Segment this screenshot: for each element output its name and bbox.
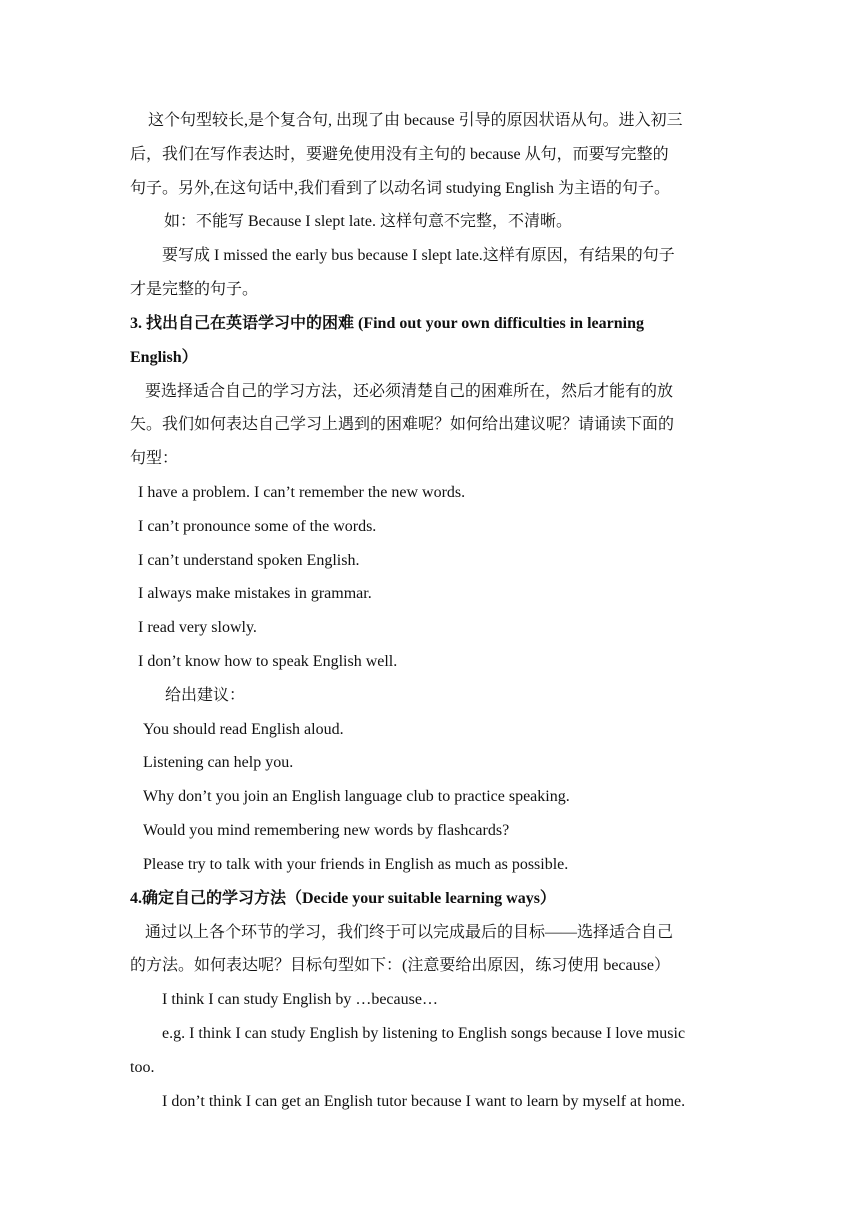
sentence-line: You should read English aloud. [143, 721, 344, 738]
sentence-line: Listening can help you. [143, 754, 294, 771]
paragraph-line: 后，我们在写作表达时，要避免使用没有主句的 because 从句，而要写完整的 [130, 146, 669, 163]
sentence-line: I don’t know how to speak English well. [138, 653, 398, 670]
paragraph-line: 才是完整的句子。 [130, 281, 259, 298]
sentence-line: I don’t think I can get an English tutor because I want to learn by myself at home. [162, 1093, 686, 1110]
subheading-line: 给出建议： [165, 687, 246, 704]
paragraph-line: 的方法。如何表达呢？目标句型如下：(注意要给出原因，练习使用 because） [130, 957, 670, 974]
sentence-line: Please try to talk with your friends in English as much as possible. [143, 856, 569, 873]
sentence-line: Why don’t you join an English language club to practice speaking. [143, 788, 570, 805]
paragraph-line: 要选择适合自己的学习方法，还必须清楚自己的困难所在，然后才能有的放 [145, 383, 674, 400]
paragraph-line: 句型： [130, 450, 179, 467]
sentence-line: I have a problem. I can’t remember the new words. [138, 484, 466, 501]
paragraph-line: 矢。我们如何表达自己学习上遇到的困难呢？如何给出建议呢？请诵读下面的 [130, 416, 675, 433]
sentence-line: e.g. I think I can study English by listening to English songs because I love music [162, 1025, 686, 1042]
sentence-line: I think I can study English by …because… [162, 991, 438, 1008]
section-heading: English） [130, 349, 198, 366]
section-heading: 3. 找出自己在英语学习中的困难 (Find out your own difficulties in learning [130, 315, 644, 332]
sentence-line: I read very slowly. [138, 619, 257, 636]
sentence-line: I can’t understand spoken English. [138, 552, 360, 569]
paragraph-line: 通过以上各个环节的学习，我们终于可以完成最后的目标——选择适合自己 [145, 924, 674, 941]
sentence-line: Would you mind remembering new words by flashcards? [143, 822, 510, 839]
paragraph-line: 这个句型较长,是个复合句, 出现了由 because 引导的原因状语从句。进入初三 [148, 112, 683, 129]
paragraph-line: 要写成 I missed the early bus because I slept late.这样有原因，有结果的句子 [162, 247, 675, 264]
sentence-line: I always make mistakes in grammar. [138, 585, 372, 602]
sentence-line: I can’t pronounce some of the words. [138, 518, 377, 535]
section-heading: 4.确定自己的学习方法（Decide your suitable learning ways） [130, 890, 556, 907]
paragraph-line: 如：不能写 Because I slept late. 这样句意不完整，不清晰。 [164, 213, 572, 230]
paragraph-line: 句子。另外,在这句话中,我们看到了以动名词 studying English 为主语的句子。 [130, 180, 671, 197]
sentence-line: too. [130, 1059, 155, 1076]
